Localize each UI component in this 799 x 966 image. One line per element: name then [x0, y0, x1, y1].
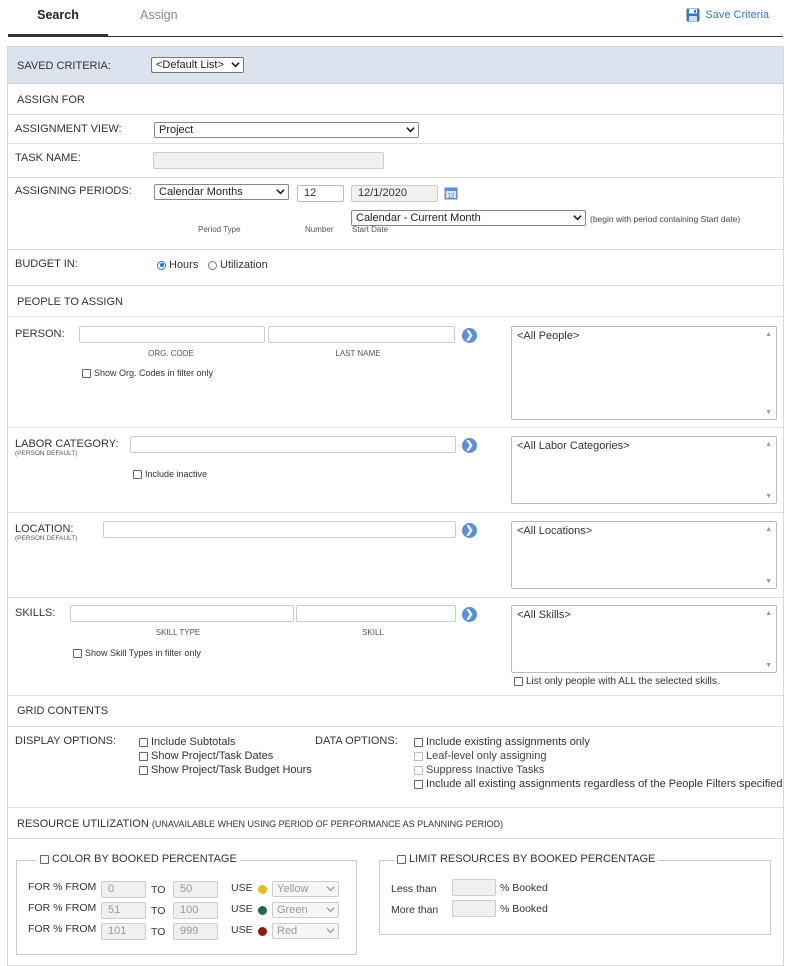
for-percent-from-label: FOR % FROM — [28, 902, 97, 914]
checkbox-icon — [139, 752, 148, 761]
chevron-down-icon — [326, 884, 335, 893]
checkbox-icon — [139, 738, 148, 747]
task-name-input[interactable] — [153, 152, 384, 169]
checkbox-icon — [414, 780, 423, 789]
number-caption: Number — [305, 225, 334, 234]
data-options-label: DATA OPTIONS: — [315, 735, 398, 747]
include-inactive-label: Include inactive — [145, 469, 208, 479]
to-label: TO — [151, 926, 166, 938]
radio-icon — [208, 261, 217, 270]
include-inactive-checkbox[interactable] — [133, 469, 207, 479]
checkbox-icon — [414, 766, 423, 775]
skill-caption: SKILL — [362, 628, 384, 637]
for-percent-from-label: FOR % FROM — [28, 923, 97, 935]
saved-criteria-label: SAVED CRITERIA: — [17, 60, 111, 72]
floppy-disk-icon — [686, 8, 700, 22]
labor-category-list-item[interactable]: <All Labor Categories> — [517, 440, 630, 452]
location-label: LOCATION: — [15, 523, 74, 535]
start-date-note: (begin with period containing Start date) — [590, 214, 741, 224]
chevron-down-icon — [231, 60, 240, 69]
last-name-input[interactable] — [268, 326, 455, 343]
show-task-dates-checkbox[interactable] — [139, 750, 273, 762]
budget-in-row — [8, 250, 783, 286]
from-percent-input[interactable]: 51 — [101, 902, 146, 919]
saved-criteria-select[interactable] — [151, 57, 244, 73]
task-name-row — [8, 144, 783, 178]
labor-category-row — [8, 428, 783, 513]
skills-listbox[interactable] — [511, 605, 777, 673]
display-options-label: DISPLAY OPTIONS: — [15, 735, 117, 747]
save-criteria-button[interactable] — [686, 8, 769, 22]
skills-go-button[interactable]: ❯ — [462, 607, 477, 622]
use-label: USE — [231, 882, 253, 894]
leaf-level-label: Leaf-level only assigning — [426, 750, 547, 762]
checkbox-icon — [40, 855, 49, 864]
start-option-value: Calendar - Current Month — [356, 212, 481, 224]
show-org-codes-checkbox[interactable] — [82, 368, 213, 378]
saved-criteria-bar — [8, 47, 783, 84]
assignment-view-select[interactable] — [154, 122, 419, 138]
resource-utilization-title: RESOURCE UTILIZATION — [17, 818, 149, 830]
show-task-dates-label: Show Project/Task Dates — [151, 750, 274, 762]
skills-row — [8, 598, 783, 696]
utilization-label: Utilization — [220, 259, 268, 271]
color-select-value: Green — [277, 904, 308, 916]
more-than-booked-label: % Booked — [500, 903, 548, 915]
include-all-existing-label: Include all existing assignments regardless of the People Filters specified — [426, 778, 783, 790]
location-list-item[interactable]: <All Locations> — [517, 525, 593, 537]
hours-radio[interactable] — [157, 259, 198, 271]
scroll-down-icon[interactable]: ▼ — [765, 493, 772, 500]
skills-label: SKILLS: — [15, 607, 56, 619]
criteria-panel — [7, 46, 784, 966]
skill-type-input[interactable] — [70, 605, 294, 622]
checkbox-icon — [82, 369, 91, 378]
all-selected-skills-checkbox[interactable] — [514, 676, 720, 687]
show-skill-types-label: Show Skill Types in filter only — [85, 648, 201, 658]
less-than-label: Less than — [391, 883, 437, 895]
svg-text:12: 12 — [447, 193, 455, 200]
scroll-up-icon[interactable]: ▲ — [765, 331, 772, 338]
org-code-input[interactable] — [79, 326, 265, 343]
checkbox-icon — [414, 752, 423, 761]
scroll-down-icon[interactable]: ▼ — [765, 662, 772, 669]
assign-for-section — [8, 84, 783, 115]
checkbox-icon — [139, 766, 148, 775]
people-list-item[interactable]: <All People> — [517, 330, 580, 342]
chevron-down-icon — [326, 926, 335, 935]
scroll-up-icon[interactable]: ▲ — [765, 610, 772, 617]
from-percent-input[interactable]: 101 — [101, 923, 146, 940]
period-type-value: Calendar Months — [159, 186, 243, 198]
labor-category-go-button[interactable]: ❯ — [462, 438, 477, 453]
existing-assignments-only-checkbox[interactable] — [414, 736, 590, 748]
people-listbox[interactable] — [511, 326, 777, 420]
color-select-value: Yellow — [277, 883, 309, 895]
assigning-periods-row — [8, 178, 783, 250]
scroll-down-icon[interactable]: ▼ — [765, 578, 772, 585]
color-by-booked-label: COLOR BY BOOKED PERCENTAGE — [52, 853, 237, 865]
color-dot-icon — [258, 885, 267, 894]
task-name-label: TASK NAME: — [15, 152, 81, 164]
location-row — [8, 513, 783, 598]
calendar-icon[interactable] — [444, 186, 458, 200]
skill-type-caption: SKILL TYPE — [155, 628, 201, 637]
hours-label: Hours — [169, 259, 199, 271]
checkbox-icon — [397, 855, 406, 864]
start-date-caption: Start Date — [352, 225, 389, 234]
limit-resources-fieldset — [379, 853, 771, 935]
skill-input[interactable] — [296, 605, 456, 622]
to-label: TO — [151, 884, 166, 896]
person-row — [8, 317, 783, 428]
limit-resources-label: LIMIT RESOURCES BY BOOKED PERCENTAGE — [409, 853, 656, 865]
include-all-existing-checkbox[interactable] — [414, 778, 782, 790]
period-type-caption: Period Type — [198, 225, 241, 234]
radio-selected-icon — [157, 261, 166, 270]
color-select-value: Red — [277, 925, 298, 937]
to-percent-input[interactable]: 100 — [173, 902, 218, 919]
more-than-label: More than — [391, 904, 439, 916]
start-date-option-select[interactable] — [351, 210, 586, 226]
leaf-level-checkbox[interactable] — [414, 750, 546, 762]
less-than-input[interactable] — [452, 879, 496, 896]
assigning-periods-label: ASSIGNING PERIODS: — [15, 185, 132, 197]
scroll-up-icon[interactable]: ▲ — [765, 441, 772, 448]
labor-category-input[interactable] — [130, 436, 456, 453]
scroll-down-icon[interactable]: ▼ — [765, 409, 772, 416]
people-to-assign-heading: PEOPLE TO ASSIGN — [17, 296, 123, 308]
budget-in-label: BUDGET IN: — [15, 258, 78, 270]
labor-category-sub: (PERSON DEFAULT) — [15, 450, 78, 457]
less-than-booked-label: % Booked — [500, 882, 548, 894]
to-percent-input[interactable]: 999 — [173, 923, 218, 940]
grid-contents-heading: GRID CONTENTS — [17, 705, 109, 717]
chevron-down-icon — [326, 905, 335, 914]
use-label: USE — [231, 924, 253, 936]
scroll-up-icon[interactable]: ▲ — [765, 526, 772, 533]
color-select[interactable] — [272, 923, 339, 939]
checkbox-icon — [514, 677, 523, 686]
resource-utilization-note: (UNAVAILABLE WHEN USING PERIOD OF PERFORMANCE AS PLANNING PERIOD) — [151, 819, 504, 829]
tab-assign[interactable]: Assign — [140, 8, 178, 22]
suppress-inactive-tasks-label: Suppress Inactive Tasks — [426, 764, 545, 776]
labor-categories-listbox[interactable] — [511, 436, 777, 504]
limit-resources-legend[interactable] — [394, 853, 658, 865]
to-percent-input[interactable]: 50 — [173, 881, 218, 898]
checkbox-icon — [414, 738, 423, 747]
people-to-assign-section — [8, 286, 783, 317]
all-selected-skills-label: List only people with ALL the selected skills. — [526, 676, 720, 687]
color-by-booked-legend[interactable] — [37, 853, 240, 865]
more-than-input[interactable] — [452, 900, 496, 917]
suppress-inactive-tasks-checkbox[interactable] — [414, 764, 544, 776]
existing-assignments-only-label: Include existing assignments only — [426, 736, 590, 748]
location-input[interactable] — [103, 521, 456, 538]
resource-utilization-section — [8, 808, 783, 839]
include-subtotals-label: Include Subtotals — [151, 736, 236, 748]
person-label: PERSON: — [15, 328, 65, 340]
assignment-view-value: Project — [159, 124, 194, 136]
number-input[interactable]: 12 — [297, 185, 344, 202]
show-org-codes-label: Show Org. Codes in filter only — [94, 368, 214, 378]
for-percent-from-label: FOR % FROM — [28, 881, 97, 893]
to-label: TO — [151, 905, 166, 917]
locations-listbox[interactable] — [511, 521, 777, 589]
assign-for-heading: ASSIGN FOR — [17, 94, 85, 106]
color-dot-icon — [258, 906, 267, 915]
include-subtotals-checkbox[interactable] — [139, 736, 235, 748]
chevron-down-icon — [406, 125, 415, 134]
utilization-radio[interactable] — [208, 259, 268, 271]
chevron-down-icon — [573, 213, 582, 222]
period-type-select[interactable] — [154, 184, 289, 200]
grid-contents-section — [8, 696, 783, 727]
checkbox-icon — [73, 649, 82, 658]
saved-criteria-value: <Default List> — [156, 59, 224, 71]
chevron-down-icon — [276, 187, 285, 196]
show-budget-hours-label: Show Project/Task Budget Hours — [151, 764, 312, 776]
grid-options-row — [8, 727, 783, 808]
location-go-button[interactable]: ❯ — [462, 523, 477, 538]
location-sub: (PERSON DEFAULT) — [15, 535, 78, 542]
color-select[interactable] — [272, 902, 339, 918]
tab-divider — [8, 36, 783, 37]
skill-list-item[interactable]: <All Skills> — [517, 609, 571, 621]
start-date-input[interactable]: 12/1/2020 — [351, 185, 438, 202]
show-skill-types-checkbox[interactable] — [73, 648, 201, 658]
person-go-button[interactable]: ❯ — [462, 328, 477, 343]
save-criteria-label: Save Criteria — [705, 9, 769, 21]
show-budget-hours-checkbox[interactable] — [139, 764, 312, 776]
org-code-caption: ORG. CODE — [148, 349, 194, 358]
resource-utilization-heading — [17, 818, 503, 830]
labor-category-label: LABOR CATEGORY: — [15, 438, 119, 450]
use-label: USE — [231, 903, 253, 915]
color-dot-icon — [258, 927, 267, 936]
tab-search[interactable]: Search — [8, 0, 108, 36]
last-name-caption: LAST NAME — [335, 349, 381, 358]
checkbox-icon — [133, 470, 142, 479]
from-percent-input[interactable]: 0 — [101, 881, 146, 898]
assignment-view-label: ASSIGNMENT VIEW: — [15, 123, 122, 135]
color-select[interactable] — [272, 881, 339, 897]
assignment-view-row — [8, 115, 783, 144]
